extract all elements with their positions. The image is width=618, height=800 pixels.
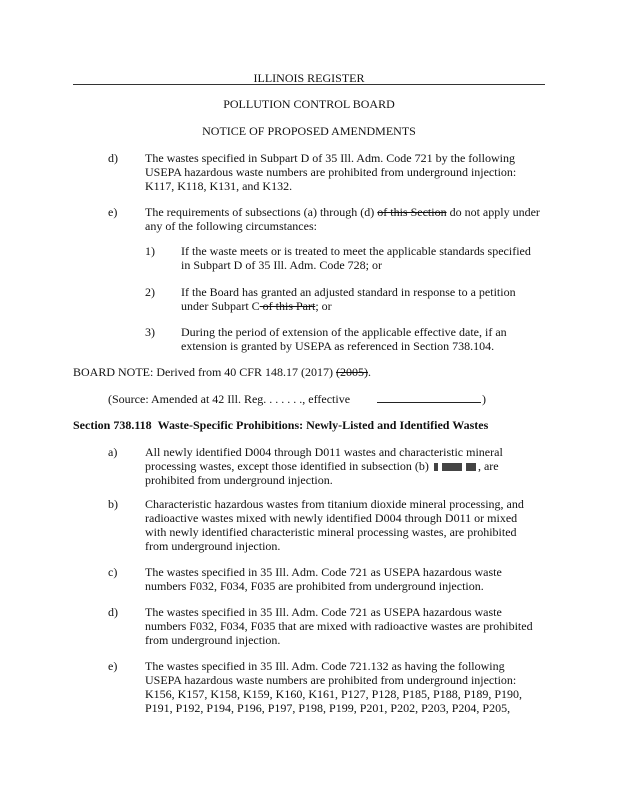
paragraph-line: from underground injection. [145,539,281,553]
blank-underline [377,402,481,403]
paragraph-line: K117, K118, K131, and K132. [145,179,293,193]
paragraph-line: USEPA hazardous waste numbers are prohibited from underground injection: [145,673,517,687]
item-label: d) [108,605,118,619]
item-label: d) [108,151,118,165]
paragraph-line: All newly identified D004 through D011 wastes and characteristic mineral [145,445,503,459]
paragraph-line: If the Board has granted an adjusted standard in response to a petition [181,285,516,299]
scan-artifact [442,463,462,471]
source-close: ) [482,392,486,406]
section-heading: Section 738.118 Waste-Specific Prohibitions: Newly-Listed and Identified Wastes [73,418,489,432]
struck-text: of this Part [259,299,316,313]
item-label: e) [108,205,118,219]
register-title: ILLINOIS REGISTER [253,71,365,85]
item-label: c) [108,565,118,579]
paragraph-line: Characteristic hazardous wastes from titanium dioxide mineral processing, and [145,497,524,511]
source-line: (Source: Amended at 42 Ill. Reg. . . . . . ., effective [108,392,351,406]
board-title: POLLUTION CONTROL BOARD [223,97,395,111]
item-label: 1) [145,244,155,258]
paragraph-line: in Subpart D of 35 Ill. Adm. Code 728; or [181,258,382,272]
paragraph-line: The wastes specified in 35 Ill. Adm. Code 721.132 as having the following [145,659,505,673]
header-divider [73,84,545,85]
paragraph-line: During the period of extension of the applicable effective date, if an [181,325,507,339]
paragraph-line: prohibited from underground injection. [145,473,333,487]
paragraph-line: extension is granted by USEPA as referenced in Section 738.104. [181,339,495,353]
paragraph-line: P191, P192, P194, P196, P197, P198, P199, P201, P202, P203, P204, P205, [145,701,511,715]
item-label: b) [108,497,118,511]
paragraph-line: K156, K157, K158, K159, K160, K161, P127, P128, P185, P188, P189, P190, [145,687,523,701]
paragraph-line: numbers F032, F034, F035 that are mixed with radioactive wastes are prohibited [145,619,533,633]
paragraph-line: USEPA hazardous waste numbers are prohibited from underground injection: [145,165,517,179]
paragraph-line: The requirements of subsections (a) through (d) of this Section do not apply under [145,205,540,219]
item-label: 3) [145,325,155,339]
paragraph-line: numbers F032, F034, F035 are prohibited from underground injection. [145,579,484,593]
paragraph-line: The wastes specified in Subpart D of 35 Ill. Adm. Code 721 by the following [145,151,515,165]
scan-artifact [466,463,476,471]
struck-text: (2005) [335,365,368,379]
paragraph-line: from underground injection. [145,633,281,647]
paragraph-line: The wastes specified in 35 Ill. Adm. Code 721 as USEPA hazardous waste [145,605,502,619]
scan-artifact [434,463,438,471]
paragraph-line: processing wastes, except those identified in subsection (b) , are [145,459,499,473]
paragraph-line: radioactive wastes mixed with newly identified D004 through D011 or mixed [145,511,518,525]
item-label: a) [108,445,118,459]
paragraph-line: If the waste meets or is treated to meet the applicable standards specified [181,244,531,258]
board-note: BOARD NOTE: Derived from 40 CFR 148.17 (2017) (2005). [73,365,371,379]
item-label: e) [108,659,118,673]
item-label: 2) [145,285,155,299]
paragraph-line: with newly identified characteristic mineral processing wastes, are prohibited [145,525,517,539]
paragraph-line: any of the following circumstances: [145,219,317,233]
paragraph-line: The wastes specified in 35 Ill. Adm. Code 721 as USEPA hazardous waste [145,565,502,579]
struck-text: of this Section [377,205,447,219]
paragraph-line: under Subpart C of this Part; or [181,299,332,313]
notice-title: NOTICE OF PROPOSED AMENDMENTS [202,124,416,138]
